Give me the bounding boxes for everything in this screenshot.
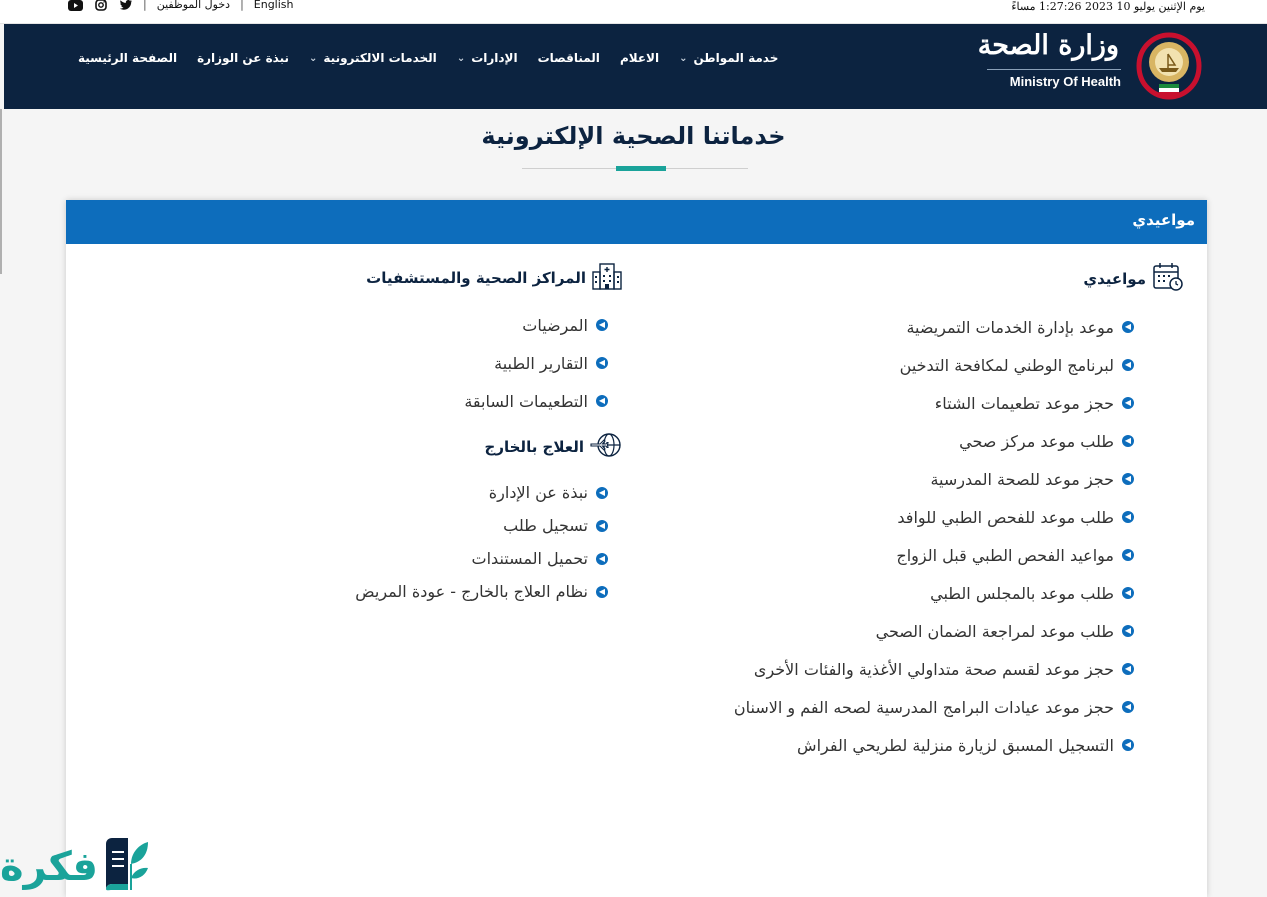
title-accent-bar [616,166,666,171]
link-text: طلب موعد للفحص الطبي للوافد [897,507,1114,527]
nav-label: الإدارات [471,51,518,65]
link-text: نبذة عن الإدارة [488,483,588,502]
nav-label: الخدمات الالكترونية [323,51,437,65]
list-item[interactable] [734,498,1134,536]
health-centers-title [366,262,622,294]
nav-tenders[interactable] [538,51,600,65]
nav-label: الصفحة الرئيسية [78,51,178,65]
twitter-icon[interactable] [118,0,133,11]
nav-media[interactable] [620,51,659,65]
english-link[interactable]: English [253,0,294,11]
chevron-down-icon: ⌄ [679,52,688,64]
logo-english-text: Ministry Of Health [1009,74,1121,89]
list-item[interactable] [734,726,1134,764]
list-item[interactable] [734,384,1134,422]
arrow-circle-icon: ◀ [1122,739,1134,751]
list-item[interactable] [355,542,608,575]
arrow-circle-icon: ◀ [1122,701,1134,713]
section-title-text: المراكز الصحية والمستشفيات [366,269,586,287]
link-text: لبرنامج الوطني لمكافحة التدخين [899,355,1114,375]
youtube-icon[interactable] [68,0,83,11]
chevron-down-icon: ⌄ [309,52,318,64]
separator: | [240,0,244,11]
services-card [66,200,1207,897]
arrow-circle-icon: ◀ [596,319,608,331]
card-header-title: مواعيدي [1132,211,1195,229]
section-title-text: العلاج بالخارج [484,438,584,456]
appointments-title [734,262,1184,296]
link-text: طلب موعد لمراجعة الضمان الصحي [875,621,1114,641]
link-text: التسجيل المسبق لزيارة منزلية لطريحي الفراش [797,735,1114,755]
globe-plane-icon [590,432,622,462]
nav-label: المناقصات [537,51,600,65]
arrow-circle-icon: ◀ [1122,359,1134,371]
appointments-section [734,262,1184,764]
treatment-abroad-title [355,432,622,462]
nav-label: نبذة عن الوزارة [197,51,289,65]
treatment-abroad-links [355,476,608,608]
arrow-circle-icon: ◀ [596,586,608,598]
appointments-links [734,308,1134,764]
page-title: خدماتنا الصحية الإلكترونية [481,122,786,150]
link-text: نظام العلاج بالخارج - عودة المريض [355,582,588,601]
nav-about[interactable] [197,51,289,65]
arrow-circle-icon: ◀ [1122,587,1134,599]
link-text: مواعيد الفحص الطبي قبل الزواج [896,545,1114,565]
list-item[interactable] [734,536,1134,574]
top-links [68,0,294,12]
calendar-clock-icon [1152,262,1184,296]
list-item[interactable] [734,574,1134,612]
nav-e-services[interactable] [309,51,437,65]
link-text: حجز موعد للصحة المدرسية [930,469,1114,489]
link-text: طلب موعد مركز صحي [959,431,1114,451]
list-item[interactable] [734,308,1134,346]
link-text: تحميل المستندات [471,549,588,568]
health-centers-links [366,306,608,420]
arrow-circle-icon: ◀ [1122,549,1134,561]
arrow-circle-icon: ◀ [1122,663,1134,675]
arrow-circle-icon: ◀ [596,487,608,499]
list-item[interactable] [734,612,1134,650]
nav-home[interactable] [78,51,177,65]
arrow-circle-icon: ◀ [596,357,608,369]
fikra-watermark [0,832,160,897]
health-centers-section [366,262,622,420]
link-text: حجز موعد تطعيمات الشتاء [934,393,1114,413]
link-text: التطعيمات السابقة [464,391,588,411]
link-text: المرضيات [522,315,588,335]
card-header [66,200,1207,244]
link-text: موعد بإدارة الخدمات التمريضية [906,317,1114,337]
link-text: التقارير الطبية [494,353,588,373]
arrow-circle-icon: ◀ [1122,321,1134,333]
arrow-circle-icon: ◀ [596,520,608,532]
instagram-icon[interactable] [93,0,108,11]
arrow-circle-icon: ◀ [596,395,608,407]
book-leaf-icon [98,834,152,897]
date-time: يوم الإثنين يوليو 10 2023 1:27:26 مساءً [1011,0,1205,13]
arrow-circle-icon: ◀ [1122,473,1134,485]
nav-label: خدمة المواطن [693,51,779,65]
link-text: حجز موعد عيادات البرامج المدرسية لصحه الفم و الاسنان [733,697,1114,717]
nav-label: الاعلام [619,51,660,65]
main-nav [78,51,778,65]
list-item[interactable] [355,575,608,608]
arrow-circle-icon: ◀ [1122,511,1134,523]
employee-login-link[interactable]: دخول الموظفين [156,0,231,11]
list-item[interactable] [355,476,608,509]
list-item[interactable] [734,460,1134,498]
list-item[interactable] [734,688,1134,726]
list-item[interactable] [366,344,608,382]
arrow-circle-icon: ◀ [1122,397,1134,409]
nav-departments[interactable] [457,51,518,65]
arrow-circle-icon: ◀ [1122,435,1134,447]
link-text: حجز موعد لقسم صحة متداولي الأغذية والفئات الأخرى [753,659,1114,679]
treatment-abroad-section [355,432,622,608]
nav-citizen-service[interactable] [679,51,778,65]
list-item[interactable] [366,382,608,420]
logo-arabic-text: وزارة الصحة [977,30,1119,61]
kuwait-emblem-icon[interactable] [1131,32,1207,100]
link-text: طلب موعد بالمجلس الطبي [930,583,1114,603]
chevron-down-icon: ⌄ [456,52,466,64]
watermark-text: فكرة [0,844,98,890]
list-item[interactable] [734,650,1134,688]
list-item[interactable] [734,346,1134,384]
top-bar [0,0,1267,24]
list-item[interactable] [366,306,608,344]
link-text: تسجيل طلب [503,516,588,535]
list-item[interactable] [734,422,1134,460]
arrow-circle-icon: ◀ [1122,625,1134,637]
logo-divider [987,69,1121,70]
main-header [4,24,1267,109]
hospital-building-icon [592,262,622,294]
separator: | [143,0,147,11]
arrow-circle-icon: ◀ [596,553,608,565]
section-title-text: مواعيدي [1083,270,1146,288]
list-item[interactable] [355,509,608,542]
